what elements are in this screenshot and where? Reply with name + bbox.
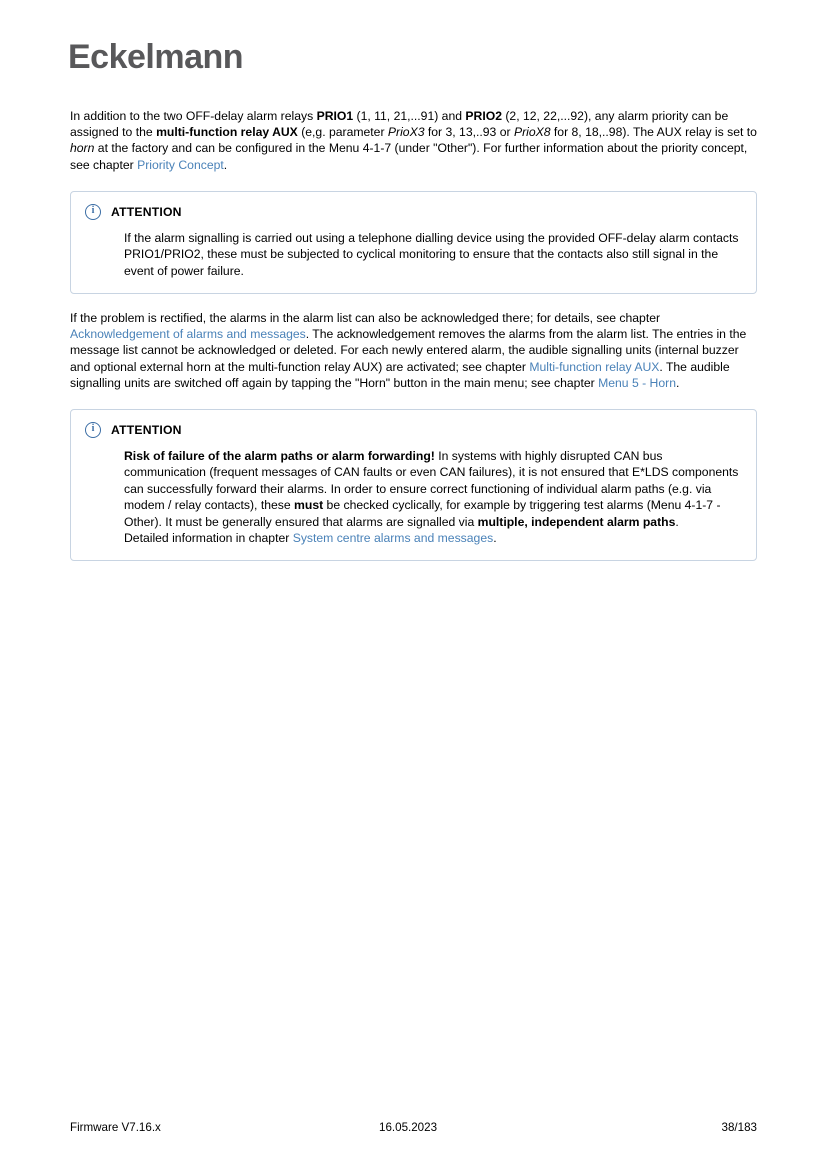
horn-word: horn xyxy=(70,141,95,156)
intro-seg5: for 3, 13,..93 or xyxy=(424,125,514,140)
note-2-seg1: In systems with highly disrupted CAN bus communication (frequent messages of CAN faults or even CAN failures), it is not ensured that E*LDS components can successfully forward their alarms. In order to ensure correct functioning of individual alarm paths (e.g. via modem / relay contacts), these xyxy=(124,449,739,513)
note-2-lead: Risk of failure of the alarm paths or alarm forwarding! xyxy=(124,449,435,464)
intro-seg1: In addition to the two OFF-delay alarm relays xyxy=(70,109,317,123)
second-seg1: If the problem is rectified, the alarms in the alarm list can also be acknowledged there; for details, see chapter xyxy=(70,311,661,326)
attention-note-2 xyxy=(70,409,757,561)
note-2-text xyxy=(124,448,742,530)
note-1-title: ATTENTION xyxy=(111,204,182,219)
intro-seg7: at the factory and can be configured in the Menu 4-1-7 (under "Other"). For further information about the priority concept, see chapter xyxy=(70,141,748,172)
info-icon: i xyxy=(85,422,101,438)
footer-date: 16.05.2023 xyxy=(379,1121,438,1134)
second-seg4: . xyxy=(675,375,680,390)
note-2-detail xyxy=(124,530,742,546)
link-menu5-horn[interactable]: Menu 5 - Horn xyxy=(598,375,676,390)
note-2-header xyxy=(85,422,742,438)
info-icon: i xyxy=(85,204,101,220)
second-seg2: . The acknowledgement removes the alarms from the alarm list. The entries in the message list cannot be acknowledged or deleted. For each newly entered alarm, the audible signalling units (internal buzzer and optional external horn at the multi-function relay AUX) are activated; see chapter xyxy=(70,327,747,374)
intro-seg3: (2, 12, 22,...92), any alarm priority can be assigned to the xyxy=(70,109,729,140)
priox8-param: PrioX8 xyxy=(513,125,551,140)
note-2-detail-suffix: . xyxy=(493,531,497,546)
priox3-param: PrioX3 xyxy=(387,125,425,140)
note-1-body xyxy=(85,230,742,279)
intro-seg4: (e,g. parameter xyxy=(297,125,388,140)
note-2-must: must xyxy=(294,498,324,513)
prio1-label: PRIO1 xyxy=(316,109,354,123)
intro-seg2: (1, 11, 21,...91) and xyxy=(353,109,466,123)
note-2-multiple: multiple, independent alarm paths xyxy=(477,514,676,529)
link-system-centre-alarms[interactable]: System centre alarms and messages xyxy=(292,531,494,546)
page-footer xyxy=(70,1121,757,1137)
note-1-header xyxy=(85,204,742,220)
link-priority-concept[interactable]: Priority Concept xyxy=(137,157,224,172)
attention-note-1 xyxy=(70,191,757,294)
document-content xyxy=(70,108,757,561)
intro-seg8: . xyxy=(223,157,228,172)
spacer-1 xyxy=(70,294,757,310)
note-1-text: If the alarm signalling is carried out using a telephone dialling device using the provided OFF-delay alarm contacts PRIO1/PRIO2, these must be subjected to cyclical monitoring to ensure that the contacts also still signal in the event of power failure. xyxy=(124,230,739,278)
note-2-title: ATTENTION xyxy=(111,423,182,438)
second-paragraph xyxy=(70,310,757,391)
second-seg3: . The audible signalling units are switched off again by tapping the "Horn" button in the main menu; see chapter xyxy=(70,359,730,390)
note-2-seg2: be checked cyclically, for example by triggering test alarms (Menu 4-1-7 - Other). It must be generally ensured that alarms are signalled via xyxy=(124,498,721,529)
note-2-seg3: . xyxy=(675,514,679,529)
note-2-detail-prefix: Detailed information in chapter xyxy=(124,531,293,546)
company-logo: Eckelmann xyxy=(68,38,244,76)
intro-paragraph xyxy=(70,108,757,173)
intro-seg6: for 8, 18,..98). The AUX relay is set to xyxy=(550,125,757,140)
aux-label: multi-function relay AUX xyxy=(156,125,298,140)
link-acknowledgement[interactable]: Acknowledgement of alarms and messages xyxy=(70,327,306,342)
footer-firmware: Firmware V7.16.x xyxy=(70,1121,161,1134)
note-2-body xyxy=(85,448,742,546)
footer-page-number: 38/183 xyxy=(721,1121,757,1134)
prio2-label: PRIO2 xyxy=(465,109,502,123)
link-multifunction-relay-aux[interactable]: Multi-function relay AUX xyxy=(529,359,660,374)
